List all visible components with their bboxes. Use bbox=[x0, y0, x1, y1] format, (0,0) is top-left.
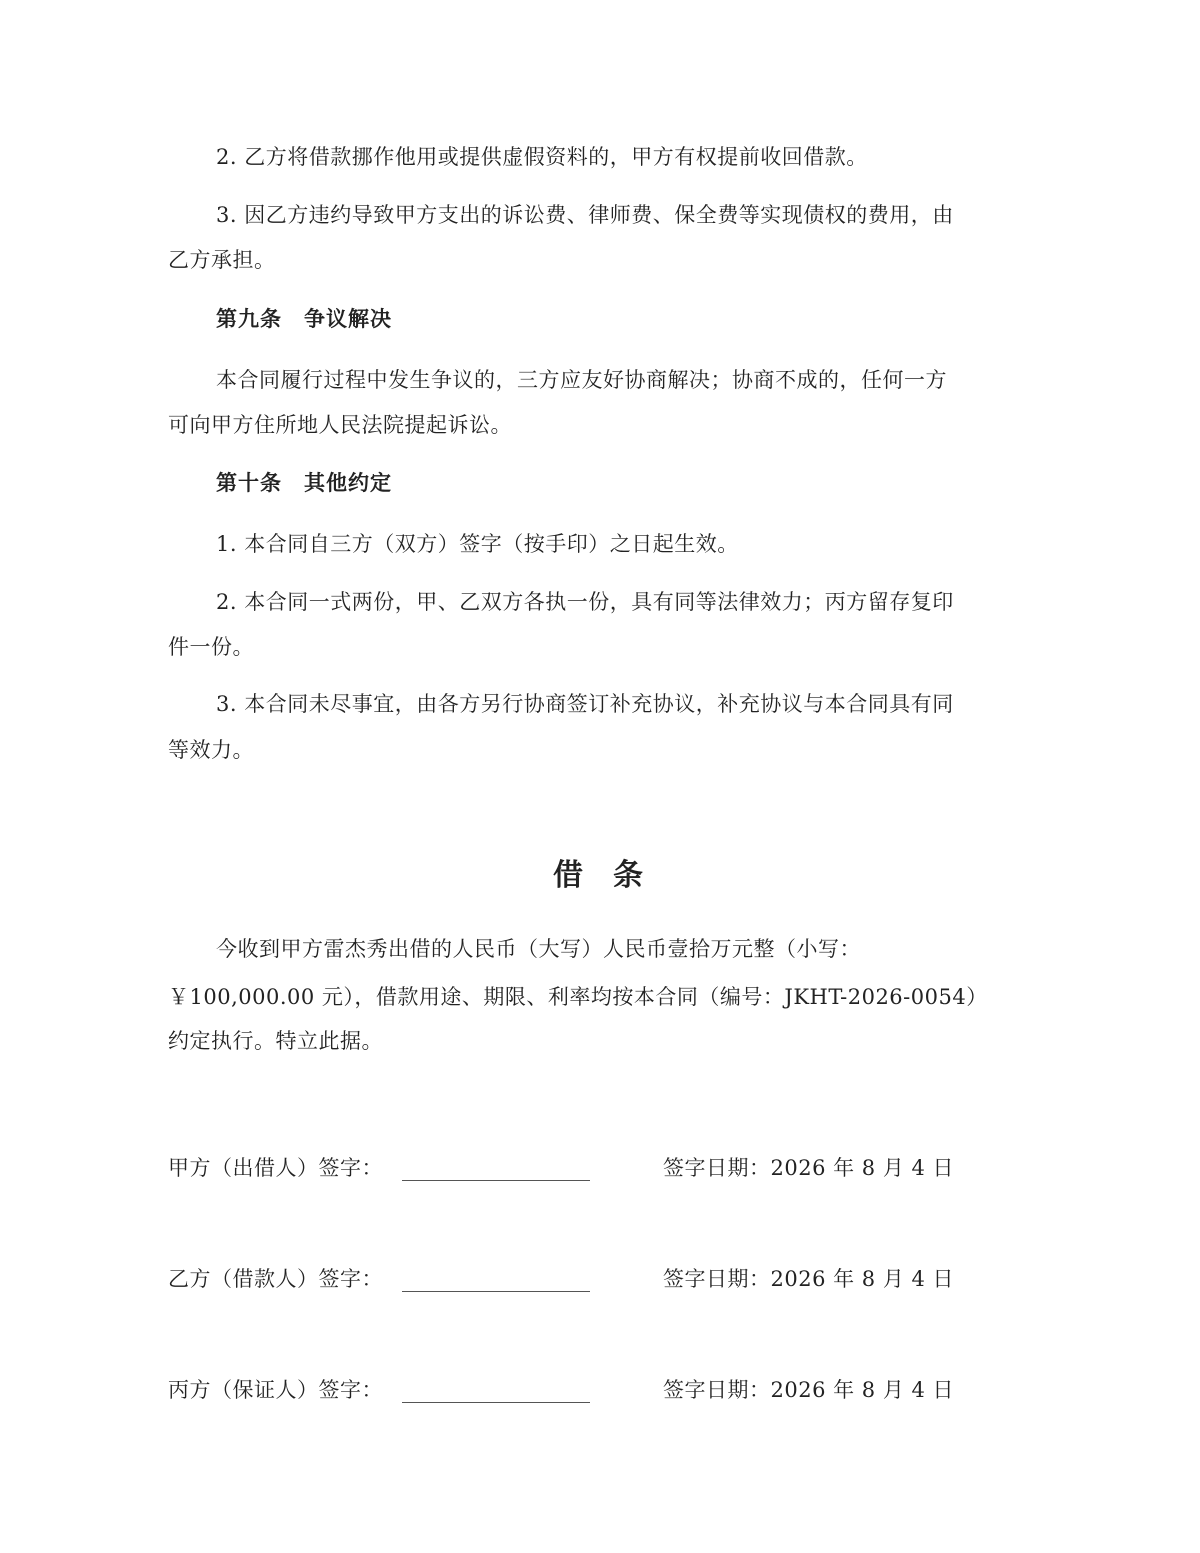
signature-row-guarantor bbox=[168, 1376, 1028, 1406]
clause10-heading: 第十条 其他约定 bbox=[216, 470, 392, 495]
iou-body-line3: 约定执行。特立此据。 bbox=[168, 1029, 383, 1053]
iou-title bbox=[0, 858, 1200, 894]
borrower-signature-label: 乙方（借款人）签字： bbox=[168, 1267, 383, 1291]
guarantor-signature-date: 签字日期：2026 年 8 月 4 日 bbox=[663, 1378, 955, 1402]
signature-row-lender bbox=[168, 1154, 1028, 1184]
iou-title-part2: 条 bbox=[613, 858, 647, 893]
clause10-item3-line1: 3. 本合同未尽事宜，由各方另行协商签订补充协议，补充协议与本合同具有同 bbox=[216, 692, 954, 716]
signature-row-borrower bbox=[168, 1265, 1028, 1295]
clause10-item2-line2: 件一份。 bbox=[168, 635, 254, 659]
borrower-signature-line[interactable] bbox=[402, 1291, 590, 1292]
iou-body-line2: ￥100,000.00 元），借款用途、期限、利率均按本合同（编号：JKHT-2026-0054） bbox=[168, 985, 988, 1009]
clause10-item1: 1. 本合同自三方（双方）签字（按手印）之日起生效。 bbox=[216, 532, 739, 556]
guarantor-signature-line[interactable] bbox=[402, 1402, 590, 1403]
lender-signature-line[interactable] bbox=[402, 1180, 590, 1181]
clause10-item2-line1: 2. 本合同一式两份，甲、乙双方各执一份，具有同等法律效力；丙方留存复印 bbox=[216, 590, 954, 614]
clause9-body-line2: 可向甲方住所地人民法院提起诉讼。 bbox=[168, 413, 512, 437]
iou-title-part1: 借 bbox=[553, 858, 587, 893]
clause8-item3-line2: 乙方承担。 bbox=[168, 248, 276, 272]
iou-body-line1: 今收到甲方雷杰秀出借的人民币（大写）人民币壹拾万元整（小写： bbox=[216, 937, 861, 961]
guarantor-signature-label: 丙方（保证人）签字： bbox=[168, 1378, 383, 1402]
clause8-item2: 2. 乙方将借款挪作他用或提供虚假资料的，甲方有权提前收回借款。 bbox=[216, 145, 868, 169]
borrower-signature-date: 签字日期：2026 年 8 月 4 日 bbox=[663, 1267, 955, 1291]
lender-signature-label: 甲方（出借人）签字： bbox=[168, 1156, 383, 1180]
clause10-item3-line2: 等效力。 bbox=[168, 738, 254, 762]
clause9-heading: 第九条 争议解决 bbox=[216, 306, 392, 331]
clause9-body-line1: 本合同履行过程中发生争议的，三方应友好协商解决；协商不成的，任何一方 bbox=[216, 368, 947, 392]
lender-signature-date: 签字日期：2026 年 8 月 4 日 bbox=[663, 1156, 955, 1180]
clause8-item3-line1: 3. 因乙方违约导致甲方支出的诉讼费、律师费、保全费等实现债权的费用，由 bbox=[216, 203, 954, 227]
